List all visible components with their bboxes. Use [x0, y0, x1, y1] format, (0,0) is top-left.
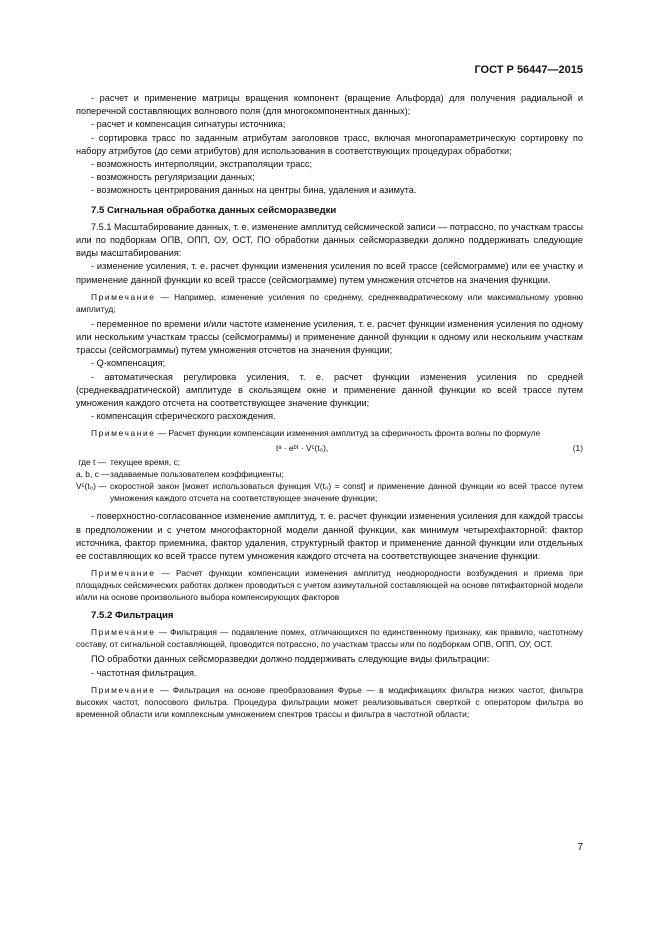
note-text: — Фильтрация — подавление помех, отличающихся по единственному признаку, как правило, частотному составу, от сигнальной составляющей, проводится потрассно, по участкам трассы или по подборкам ОПВ, ОПП, ОУ, ОСТ. [76, 627, 583, 650]
definition-desc: текущее время, с; [110, 457, 181, 468]
note-text: — Например, изменение усиления по среднему, среднеквадратическому или максимальному уровню амплитуд; [76, 291, 583, 314]
definition-term: где t — [78, 457, 106, 468]
note-label: Примечание [91, 684, 156, 695]
page-number: 7 [577, 842, 583, 853]
list-item: - частотная фильтрация. [91, 667, 197, 678]
formula-1 [76, 442, 583, 456]
formula-number: (1) [572, 443, 583, 454]
note-label: Примечание [91, 291, 156, 302]
note-label: Примечание [91, 627, 156, 638]
list-item: - возможность центрирования данных на центры бина, удаления и азимута. [91, 185, 417, 196]
list-item: - поверхностно-согласованное изменение амплитуд, т. е. расчет функции изменения усиления для каждой трассы в предположении и с учетом многофакторной модели данной функции, как минимум четырехфакторной: фактор источника, фактор приемника, фактор удаления, структурный фактор и применение данной функции или отдельных ее составляющих ко всей трассе путем умножения каждого отсчета на соответствующее значение функции. [76, 511, 583, 562]
note-4 [76, 626, 583, 650]
list-item: - компенсация сферического расхождения. [91, 411, 276, 422]
list-item: - сортировка трасс по заданным атрибутам заголовков трасс, включая многопараметрическую сортировку по набору атрибутов (до семи атрибутов) для использования в соответствующих процедурах обработки; [76, 132, 583, 156]
definition-row [76, 456, 583, 468]
definition-term: a, b, c — [76, 469, 110, 480]
note-3 [76, 567, 583, 603]
note-text: — Фильтрация на основе преобразования Фурье — в модификациях фильтра низких частот, фильтра высоких частот, полосового фильтра. Процедура фильтрации может реализовываться сверткой с оператором фильтра во временной области или комплексным умножением спектров трассы и фильтра в частотной области; [76, 684, 583, 719]
list-item: - расчет и компенсация сигнатуры источника; [91, 119, 286, 130]
document-code: ГОСТ Р 56447—2015 [474, 64, 583, 76]
list-item: - Q-компенсация; [91, 358, 166, 369]
section-heading-7-5-2: 7.5.2 Фильтрация [91, 610, 174, 622]
list-item: - автоматическая регулировка усиления, т. е. расчет функции изменения усиления по средней (среднеквадратической) амплитуде в скользящем окне и применение данной функции ко всей трассе путем умножения каждого отсчета на соответствующее значение функции; [76, 371, 583, 409]
note-label: Примечание [91, 568, 156, 579]
paragraph-7-5-1: 7.5.1 Масштабирование данных, т. е. изменение амплитуд сейсмической записи — потрассно, по участкам трассы или по подборкам ОПВ, ОПП, ОУ, ОСТ, ПО обработки данных сейсморазведки должно поддерживать следующие виды масштабирования: [76, 221, 583, 259]
list-item: - возможность регуляризации данных; [91, 172, 255, 183]
section-heading-7-5: 7.5 Сигнальная обработка данных сейсморазведки [91, 204, 337, 216]
definition-desc: скоростной закон [может использоваться функция V(t₀) = const] и применение данной функции ко всей трассе путем умножения каждого отсчета на соответствующее значение функции; [110, 481, 583, 504]
definition-desc: задаваемые пользователем коэффициенты; [110, 469, 284, 480]
list-item: - изменение усиления, т. е. расчет функции изменения усиления по всей трассе (сейсмограмме) или ее участку и применение данной функции ко всей трассе (сейсмограмме) путем умножения отсчетов на значения функции. [76, 261, 583, 285]
list-item: - расчет и применение матрицы вращения компонент (вращение Альфорда) для получения радиальной и поперечной составляющих волнового поля (для многокомпонентных данных); [76, 93, 583, 117]
paragraph-7-5-2: ПО обработки данных сейсморазведки должно поддерживать следующие виды фильтрации: [91, 654, 490, 665]
formula-definitions [76, 456, 583, 504]
note-5 [76, 684, 583, 720]
note-2 [76, 427, 583, 439]
note-label: Примечание [91, 428, 156, 439]
definition-row [76, 468, 583, 480]
page-content [76, 92, 583, 723]
note-text: — Расчет функции компенсации изменения амплитуд за сферичность фронта волны по формуле [155, 428, 541, 439]
list-item: - возможность интерполяции, экстраполяции трасс; [91, 159, 313, 170]
list-item: - переменное по времени и/или частоте изменение усиления, т. е. расчет функции изменения усиления по одному или нескольким участкам трассы (сейсмограммы) и применение данной функции к одному или нескольким участкам трассы (сейсмограммы) путем умножения отсчетов на значения функции; [76, 318, 583, 356]
note-1 [76, 291, 583, 315]
definition-row [76, 480, 583, 504]
note-text: — Расчет функции компенсации изменения амплитуд неоднородности возбуждения и приема при площадных сейсмических работах должен проводиться с учетом азимутальной составляющей на основе пятифакторной модели и/или на основе произвольного выбора компенсирующих факторов [76, 568, 583, 603]
formula-expression: tᵃ · eᵇᵗ · Vᶜ(t₀), [276, 443, 329, 454]
definition-term: Vᶜ(t₀) — [76, 481, 107, 492]
